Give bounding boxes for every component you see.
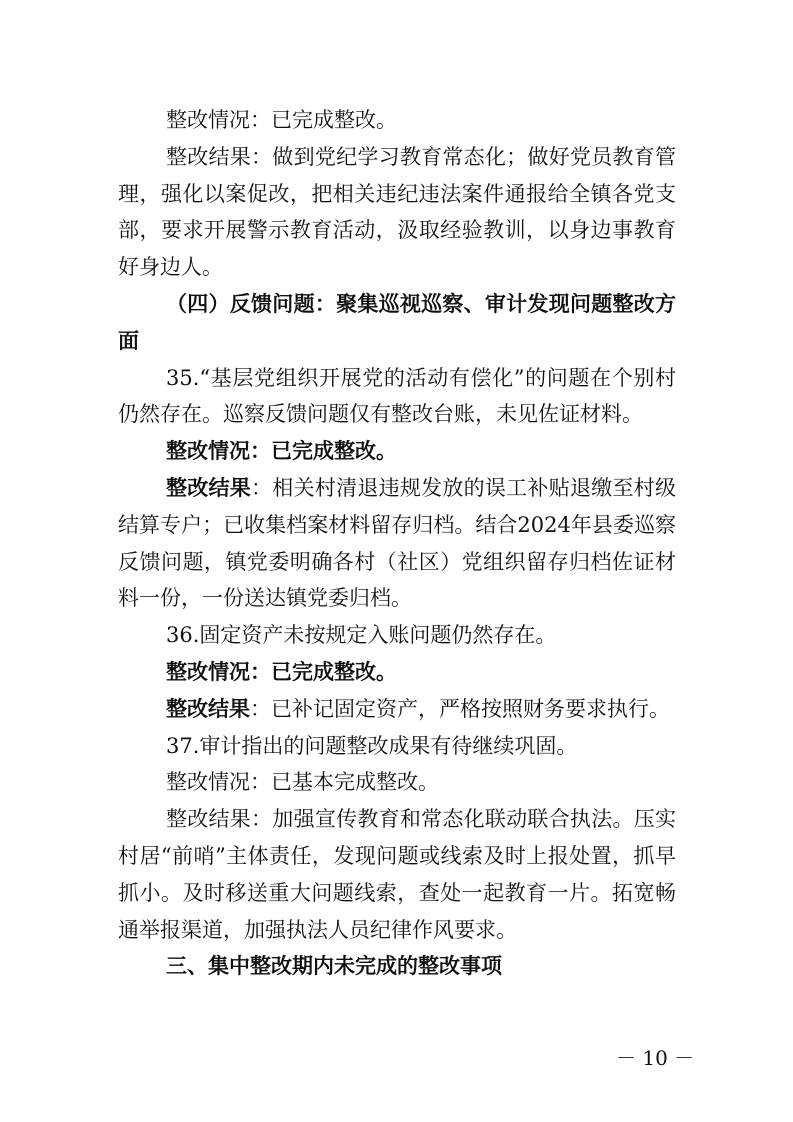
paragraph-status-37: 整改情况：已基本完成整改。	[166, 770, 439, 795]
paragraph-result-1: 整改结果：做到党纪学习教育常态化；做好党员教育管理，强化以案促改，把相关违纪违法案件通报给全镇各党支部，要求开展警示教育活动，汲取经验教训，以身边事教育好身边人。	[118, 144, 676, 280]
paragraph-result-36: 整改结果：已补记固定资产，严格按照财务要求执行。	[166, 696, 670, 721]
paragraph-status-35: 整改情况：已完成整改。	[166, 439, 397, 464]
paragraph-result-37: 整改结果：加强宣传教育和常态化联动联合执法。压实村居“前哨”主体责任，发现问题或线索及时上报处置，抓早抓小。及时移送重大问题线索，查处一起教育一片。拓宽畅通举报渠道，加强执法人员纪律作风要求。	[118, 807, 676, 942]
paragraph-status-36: 整改情况：已完成整改。	[166, 659, 397, 684]
paragraph-status-1: 整改情况：已完成整改。	[166, 108, 397, 132]
paragraph-item-35: 35.“基层党组织开展党的活动有偿化”的问题在个别村仍然存在。巡察反馈问题仅有整改台账，未见佐证材料。	[118, 365, 676, 427]
section-heading-3: 三、集中整改期内未完成的整改事项	[166, 954, 502, 979]
paragraph-item-36: 36.固定资产未按规定入账问题仍然存在。	[166, 623, 557, 648]
paragraph-item-37: 37.审计指出的问题整改成果有待继续巩固。	[166, 733, 578, 758]
bold-label: 整改结果	[166, 696, 250, 721]
document-body	[118, 102, 676, 985]
bold-label: 整改结果	[166, 475, 252, 500]
page-number: － 10 －	[616, 1046, 695, 1070]
bold-label: 整改情况	[166, 659, 250, 684]
bold-label: 整改情况	[166, 439, 250, 464]
section-heading-4: （四）反馈问题：聚集巡视巡察、审计发现问题整改方面	[118, 291, 676, 353]
paragraph-result-35: 整改结果：相关村清退违规发放的误工补贴退缴至村级结算专户；已收集档案材料留存归档。结合2024年县委巡察反馈问题，镇党委明确各村（社区）党组织留存归档佐证材料一份，一份送达镇党委归档。	[118, 475, 677, 611]
